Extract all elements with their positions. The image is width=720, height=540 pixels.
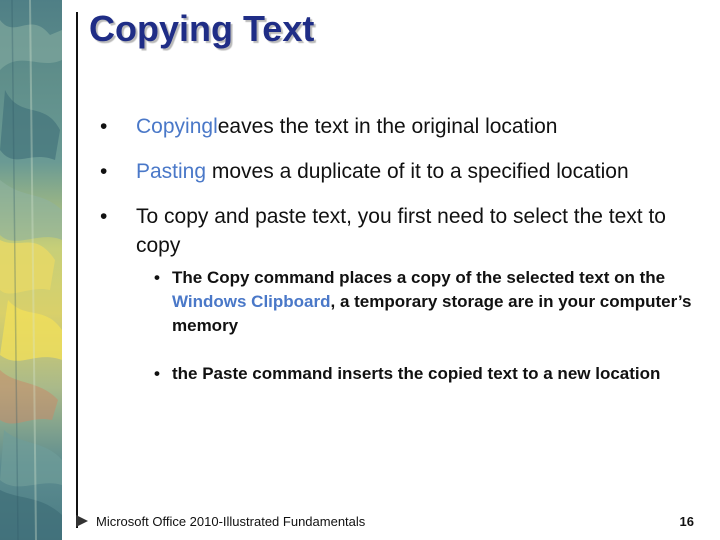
sub-bullet-text: , a temporary storage are in your computer’s memory [172,292,692,335]
bullet-item [96,112,696,141]
sub-bullet-text: The Copy command places a copy of the selected text on the [172,268,666,287]
term-pasting: Pasting [136,160,207,183]
title-divider-line [76,12,78,528]
bullet-item [96,157,696,186]
bullet-symbol: • [154,268,160,287]
page-number: 16 [679,514,694,529]
paint-texture-graphic [0,0,62,540]
decorative-painted-strip [0,0,62,540]
bullet-text: eaves the text in the original location [217,115,558,138]
bullet-symbol: • [100,160,108,183]
bullet-item [96,202,696,260]
bullet-symbol: • [154,364,160,383]
term-copying: Copying [136,115,214,138]
slide-title: Copying Text [89,8,315,49]
arrow-right-icon [76,515,88,527]
bullet-symbol: • [100,115,108,138]
bullet-text: moves a duplicate of it to a specified location [206,160,629,183]
sub-bullet-item [148,266,696,338]
bullet-text: To copy and paste text, you first need to select the text to copy [136,205,666,257]
slide-body [96,112,696,402]
sub-bullet-item [148,362,696,386]
footer-text: Microsoft Office 2010-Illustrated Fundamentals [96,514,366,529]
sub-bullet-text: the Paste command inserts the copied text to a new location [172,364,661,383]
term-copying-tail: l [213,115,218,138]
term-windows-clipboard: Windows Clipboard [172,292,331,311]
bullet-symbol: • [100,205,108,228]
